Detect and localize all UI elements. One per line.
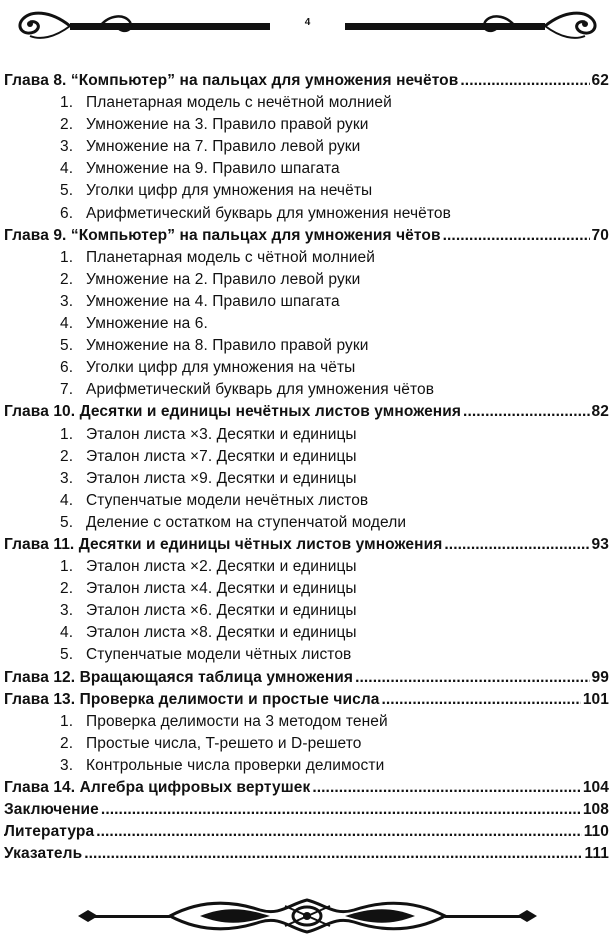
toc-section-row (4, 291, 609, 313)
toc-chapter-title: Глава 10. Десятки и единицы нечётных листов умножения (4, 403, 462, 421)
toc-section-title: Умножение на 6. (86, 315, 208, 333)
toc-section-number: 1. (60, 94, 74, 112)
page-number: 4 (304, 17, 311, 28)
toc-chapter-title: Глава 13. Проверка делимости и простые числа (4, 690, 380, 708)
toc-section-number: 2. (60, 734, 74, 752)
toc-section-number: 2. (60, 116, 74, 134)
toc-section-number: 6. (60, 359, 74, 377)
toc-section-title: Эталон листа ×6. Десятки и единицы (86, 602, 357, 620)
toc-section-title: Эталон листа ×9. Десятки и единицы (86, 469, 357, 487)
toc-section-title: Уголки цифр для умножения на чёты (86, 359, 356, 377)
toc-section-title: Проверка делимости на 3 методом теней (86, 712, 388, 730)
toc-section-row (4, 578, 609, 600)
toc-section-title: Эталон листа ×2. Десятки и единицы (86, 558, 357, 576)
toc-section-number: 1. (60, 248, 74, 266)
toc-section-number: 3. (60, 138, 74, 156)
toc-section-row (4, 92, 609, 114)
toc-section-row (4, 180, 609, 202)
toc-section-row (4, 490, 609, 512)
toc-chapter-title: Литература (4, 823, 95, 841)
toc-section-number: 3. (60, 469, 74, 487)
toc-page-number: 110 (583, 823, 609, 841)
toc-dot-leader (355, 667, 589, 689)
toc-chapter-row (4, 534, 609, 556)
toc-section-number: 7. (60, 381, 74, 399)
toc-section-number: 6. (60, 204, 74, 222)
toc-chapter-row (4, 777, 609, 799)
toc-section-row (4, 379, 609, 401)
toc-section-row (4, 468, 609, 490)
toc-section-number: 5. (60, 182, 74, 200)
toc-section-row (4, 357, 609, 379)
toc-section-title: Умножение на 8. Правило правой руки (86, 337, 369, 355)
toc-page-number: 82 (591, 403, 609, 421)
toc-dot-leader (84, 843, 582, 865)
toc-section-number: 2. (60, 447, 74, 465)
toc-section-row (4, 600, 609, 622)
toc-page-number: 101 (582, 690, 609, 708)
toc-chapter-row (4, 799, 609, 821)
toc-section-row (4, 335, 609, 357)
toc-section-title: Умножение на 7. Правило левой руки (86, 138, 361, 156)
toc-dot-leader (381, 689, 580, 711)
toc-chapter-row (4, 70, 609, 92)
toc-section-title: Ступенчатые модели чётных листов (86, 646, 352, 664)
toc-section-title: Эталон листа ×7. Десятки и единицы (86, 447, 357, 465)
toc-section-number: 3. (60, 602, 74, 620)
footer-ornament-icon (0, 896, 615, 936)
toc-section-row (4, 313, 609, 335)
toc-section-row (4, 114, 609, 136)
toc-section-row (4, 424, 609, 446)
toc-page-number: 104 (582, 779, 609, 796)
toc-dot-leader (101, 799, 581, 821)
toc-section-row (4, 203, 609, 225)
toc-section-title: Арифметический букварь для умножения чётов (86, 381, 435, 399)
toc-chapter-title: Глава 9. “Компьютер” на пальцах для умножения чётов (4, 226, 441, 244)
toc-section-row (4, 512, 609, 534)
toc-chapter-title: Заключение (4, 801, 99, 819)
toc-page-number: 62 (591, 72, 609, 89)
toc-dot-leader (443, 225, 590, 247)
toc-chapter-title: Указатель (4, 845, 83, 863)
toc-section-row (4, 136, 609, 158)
toc-section-title: Деление с остатком на ступенчатой модели (86, 513, 407, 531)
toc-dot-leader (444, 534, 589, 556)
toc-section-number: 1. (60, 712, 74, 730)
toc-section-row (4, 644, 609, 666)
toc-dot-leader (460, 70, 589, 92)
toc-section-title: Умножение на 3. Правило правой руки (86, 116, 369, 134)
toc-section-row (4, 622, 609, 644)
toc-dot-leader (312, 777, 581, 799)
toc-chapter-title: Глава 11. Десятки и единицы чётных листов умножения (4, 535, 443, 553)
toc-section-title: Контрольные числа проверки делимости (86, 756, 385, 774)
toc-chapter-row (4, 843, 609, 865)
toc-section-title: Эталон листа ×3. Десятки и единицы (86, 425, 357, 443)
toc-section-title: Планетарная модель с чётной молнией (86, 248, 376, 266)
toc-section-row (4, 446, 609, 468)
toc-section-title: Умножение на 4. Правило шпагата (86, 292, 340, 310)
toc-section-number: 2. (60, 580, 74, 598)
toc-chapter-row (4, 821, 609, 843)
toc-section-title: Эталон листа ×4. Десятки и единицы (86, 580, 357, 598)
toc-section-title: Умножение на 9. Правило шпагата (86, 160, 340, 178)
toc-dot-leader (463, 401, 590, 423)
toc-section-row (4, 556, 609, 578)
toc-chapter-title: Глава 8. “Компьютер” на пальцах для умножения нечётов (4, 72, 459, 89)
toc-section-number: 3. (60, 292, 74, 310)
toc-section-title: Эталон листа ×8. Десятки и единицы (86, 624, 357, 642)
toc-section-number: 1. (60, 425, 74, 443)
toc-page-number: 70 (591, 226, 609, 244)
toc-chapter-row (4, 667, 609, 689)
footer-ornament (0, 896, 615, 936)
toc-chapter-row (4, 225, 609, 247)
toc-page-number: 93 (591, 535, 609, 553)
toc-section-number: 5. (60, 513, 74, 531)
toc-chapter-title: Глава 14. Алгебра цифровых вертушек (4, 779, 311, 796)
toc-page-number: 111 (584, 845, 609, 863)
toc-section-number: 2. (60, 270, 74, 288)
toc-section-row (4, 755, 609, 777)
toc-chapter-row (4, 689, 609, 711)
toc-section-row (4, 269, 609, 291)
toc-section-number: 3. (60, 756, 74, 774)
toc-section-title: Арифметический букварь для умножения нечётов (86, 204, 451, 222)
toc-section-row (4, 733, 609, 755)
toc-section-number: 5. (60, 646, 74, 664)
toc-section-number: 1. (60, 558, 74, 576)
toc-section-number: 4. (60, 624, 74, 642)
toc-section-number: 4. (60, 491, 74, 509)
toc-chapter-row (4, 401, 609, 423)
toc-section-row (4, 247, 609, 269)
toc-section-title: Уголки цифр для умножения на нечёты (86, 182, 373, 200)
toc-section-title: Планетарная модель с нечётной молнией (86, 94, 392, 112)
toc-section-title: Умножение на 2. Правило левой руки (86, 270, 361, 288)
toc-section-number: 4. (60, 315, 74, 333)
toc-section-number: 5. (60, 337, 74, 355)
table-of-contents (4, 70, 609, 865)
toc-page-number: 108 (582, 801, 609, 819)
toc-dot-leader (96, 821, 582, 843)
toc-section-title: Ступенчатые модели нечётных листов (86, 491, 369, 509)
toc-chapter-title: Глава 12. Вращающаяся таблица умножения (4, 668, 354, 686)
toc-section-row (4, 711, 609, 733)
toc-section-title: Простые числа, T-решето и D-решето (86, 734, 362, 752)
toc-section-row (4, 158, 609, 180)
toc-page-number: 99 (591, 668, 609, 686)
toc-section-number: 4. (60, 160, 74, 178)
